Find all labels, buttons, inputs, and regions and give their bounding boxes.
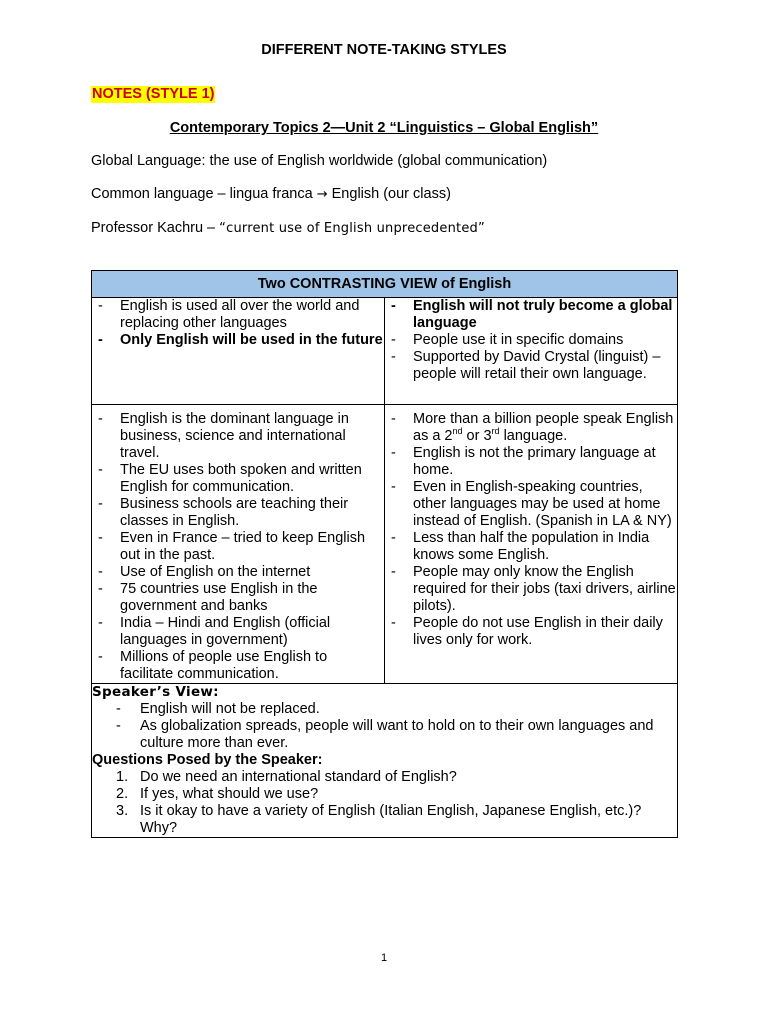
note-common-language-text: Common language – lingua franca bbox=[91, 186, 317, 202]
question-item bbox=[92, 786, 677, 803]
question-item bbox=[92, 803, 677, 837]
list-item: - Use of English on the internet bbox=[92, 564, 384, 581]
question-item bbox=[92, 769, 677, 786]
question-text: Do we need an international standard of English? bbox=[140, 769, 457, 785]
page-number: 1 bbox=[380, 952, 388, 964]
list-item: - As globalization spreads, people will want to hold on to their own languages and culture more than ever. bbox=[92, 718, 677, 752]
speaker-view-heading: Speaker’s View: bbox=[92, 684, 219, 700]
list-item bbox=[385, 411, 677, 445]
billion-speakers-text: or 3 bbox=[462, 428, 492, 444]
list-item: - India – Hindi and English (official languages in government) bbox=[92, 615, 384, 649]
list-item: - The EU uses both spoken and written English for communication. bbox=[92, 462, 384, 496]
ordinal-suffix: rd bbox=[491, 426, 500, 437]
list-item: - Business schools are teaching their classes in English. bbox=[92, 496, 384, 530]
question-text: If yes, what should we use? bbox=[140, 786, 319, 802]
note-common-language bbox=[91, 186, 451, 203]
table-header: Two CONTRASTING VIEW of English bbox=[92, 271, 678, 298]
note-professor-kachru bbox=[91, 220, 485, 237]
question-number: 3. bbox=[116, 803, 129, 819]
list-item: - English is the dominant language in business, science and international travel. bbox=[92, 411, 384, 462]
list-item: - Only English will be used in the future bbox=[92, 332, 384, 349]
arrow-right-icon: → bbox=[316, 187, 328, 202]
document-title: DIFFERENT NOTE-TAKING STYLES bbox=[261, 42, 507, 58]
list-item: - Millions of people use English to facilitate communication. bbox=[92, 649, 384, 683]
note-kachru-label: Professor Kachru – bbox=[91, 220, 220, 236]
list-item: - 75 countries use English in the government and banks bbox=[92, 581, 384, 615]
list-item: - Supported by David Crystal (linguist) – people will retail their own language. bbox=[385, 349, 677, 383]
billion-speakers-text: More than a billion people speak English as a 2 bbox=[413, 411, 674, 444]
questions-heading: Questions Posed by the Speaker: bbox=[92, 752, 323, 768]
question-number: 2. bbox=[116, 786, 129, 802]
list-item: - People may only know the English required for their jobs (taxi drivers, airline pilots). bbox=[385, 564, 677, 615]
lecture-subtitle: Contemporary Topics 2—Unit 2 “Linguistics – Global English” bbox=[169, 120, 599, 136]
list-item: - Even in English-speaking countries, other languages may be used at home instead of English. (Spanish in LA & NY) bbox=[385, 479, 677, 530]
list-item: - People do not use English in their daily lives only for work. bbox=[385, 615, 677, 649]
note-common-language-result: English (our class) bbox=[327, 186, 451, 202]
list-item: - English will not truly become a global language bbox=[385, 298, 677, 332]
view-two-summary-cell bbox=[385, 298, 678, 405]
list-item: - English is used all over the world and replacing other languages bbox=[92, 298, 384, 332]
question-text: Is it okay to have a variety of English (Italian English, Japanese English, etc.)? Why? bbox=[140, 803, 642, 836]
notes-style-label: NOTES (STYLE 1) bbox=[92, 86, 215, 102]
list-item: - Less than half the population in India knows some English. bbox=[385, 530, 677, 564]
list-item: - Even in France – tried to keep English out in the past. bbox=[92, 530, 384, 564]
view-one-evidence-cell bbox=[92, 405, 385, 684]
view-two-evidence-cell bbox=[385, 405, 678, 684]
ordinal-suffix: nd bbox=[452, 426, 463, 437]
billion-speakers-text: language. bbox=[499, 428, 568, 444]
speaker-view-cell bbox=[92, 684, 678, 838]
list-item: - English is not the primary language at home. bbox=[385, 445, 677, 479]
contrasting-views-table bbox=[91, 270, 678, 838]
note-kachru-quote: “current use of English unprecedented” bbox=[219, 221, 485, 236]
question-number: 1. bbox=[116, 769, 129, 785]
view-one-summary-cell bbox=[92, 298, 385, 405]
note-global-language: Global Language: the use of English worldwide (global communication) bbox=[91, 153, 548, 169]
list-item: - People use it in specific domains bbox=[385, 332, 677, 349]
list-item: - English will not be replaced. bbox=[92, 701, 677, 718]
